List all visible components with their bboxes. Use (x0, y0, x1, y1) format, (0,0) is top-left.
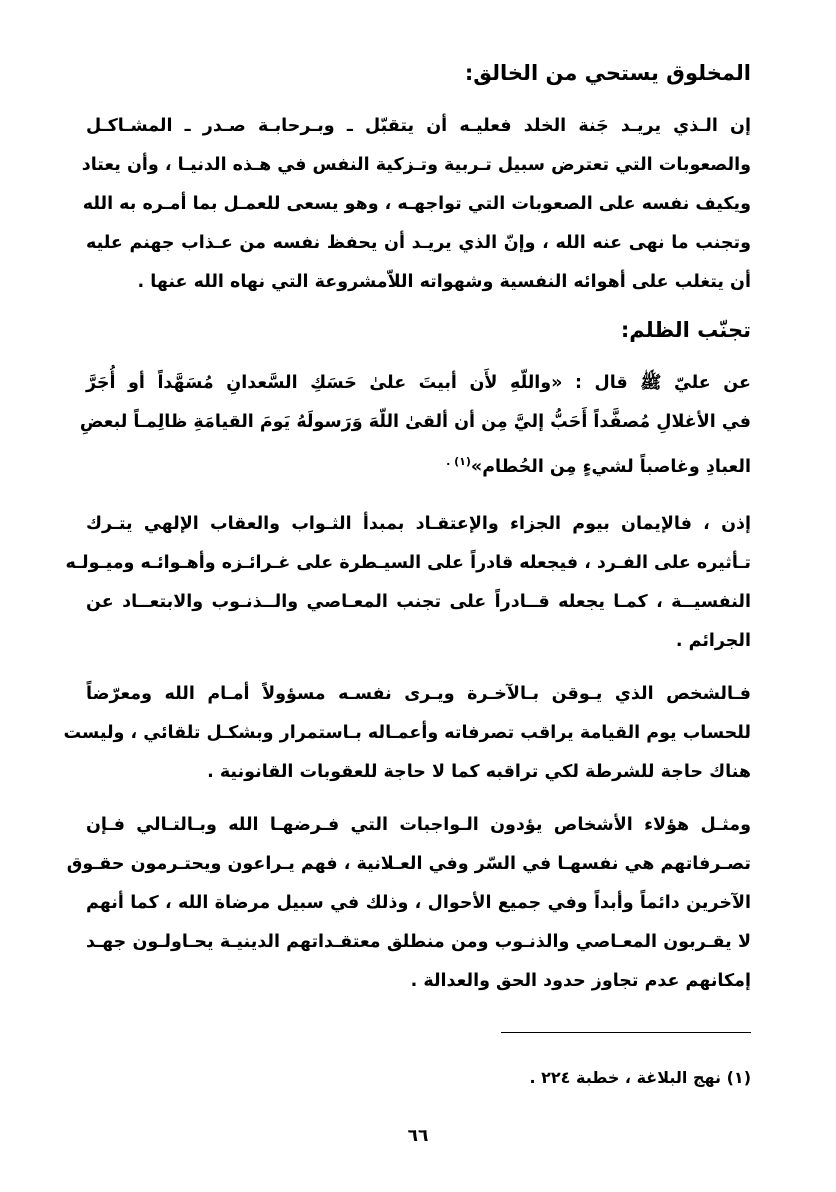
paragraph-paradise (81, 107, 751, 302)
page-number: ٦٦ (407, 1126, 429, 1146)
text-line: تصـرفاتهم هي نفسهـا في السّر وفي العـلانية ، فهم يـراعون ويحتـرمون حقـوق (66, 854, 751, 874)
text-line-with-footnote (86, 442, 751, 487)
section-heading-creature-shame: المخلوق يستحي من الخالق: (464, 61, 751, 85)
text-line: الجرائم . (675, 631, 751, 651)
paragraph-belief-judgment (65, 505, 751, 661)
section-heading-avoid-injustice: تجنّب الظلم: (620, 318, 751, 342)
quote-end: العبادِ وغاصباً لشيءٍ مِن الحُطام» (470, 456, 751, 477)
text-line: ويكيف نفسه على الصعوبات التي تواجهـه ، وهو يسعى للعمـل بما أمـره به الله (82, 194, 751, 214)
text-line: في الأغلالِ مُصفَّداً أَحَبُّ إليَّ مِن أن ألقىٰ اللّهَ وَرَسولَهُ يَومَ القيامَةِ ظالِمـاً لبعضِ (79, 412, 751, 432)
text-line: هناك حاجة للشرطة لكي تراقبه كما لا حاجة للعقوبات القانونية . (207, 762, 751, 782)
text-line: إن الـذي يريـد جَنة الخلد فعليـه أن يتقبّل ـ وبـرحابـة صـدر ـ المشـاكـل (86, 116, 751, 136)
text-line: الآخرين دائماً وأبداً وفي جميع الأحوال ، وذلك في سبيل مرضاة الله ، كما أنهم (86, 893, 751, 913)
text-line: عن عليّ ﷺ قال : «واللّهِ لأَن أبيتَ علىٰ حَسَكِ السَّعدانِ مُسَهَّداً أو أُجَرَّ (86, 373, 751, 393)
text-line: ومثـل هؤلاء الأشخاص يؤدون الـواجبات التي فـرضهـا الله وبـالتـالي فـإن (86, 815, 751, 835)
paragraph-hadith-quote (79, 364, 751, 487)
footnote-marker[interactable]: (١) . (446, 455, 471, 468)
paragraph-self-monitoring (63, 675, 751, 792)
text-line: إمكانهم عدم تجاوز حدود الحق والعدالة . (410, 971, 751, 991)
text-line: تـأثيره على الفـرد ، فيجعله قادراً على السيـطرة على غـرائـزه وأهـوائـه وميـولـه (65, 553, 751, 573)
text-line: النفسيــة ، كمـا يجعله قــادراً على تجنب المعـاصي والــذنـوب والابتعــاد عن (86, 592, 751, 612)
footnote: (١) نهج البلاغة ، خطبة ٢٢٤ . (529, 1068, 751, 1087)
text-line: فـالشخص الذي يـوقن بـالآخـرة ويـرى نفسـه مسؤولاً أمـام الله ومعرّضاً (86, 684, 751, 704)
footnote-divider (501, 1032, 751, 1033)
paragraph-duties (66, 806, 751, 1001)
text-line: للحساب يوم القيامة يراقب تصرفاته وأعمـاله بـاستمرار وبشكـل تلقائي ، وليست (63, 723, 751, 743)
text-line: لا يقـربون المعـاصي والذنـوب ومن منطلق معتقـداتهم الدينيـة يحـاولـون جهـد (86, 932, 751, 952)
text-line: وتجنب ما نهى عنه الله ، وإنّ الذي يريـد أن يحفظ نفسه من عـذاب جهنم عليه (86, 233, 751, 253)
text-line: أن يتغلب على أهوائه النفسية وشهواته اللاّمشروعة التي نهاه الله عنها . (137, 272, 751, 292)
text-line: والصعوبات التي تعترض سبيل تـربية وتـزكية النفس في هـذه الدنيـا ، وأن يعتاد (81, 155, 751, 175)
text-line: إذن ، فالإيمان بيوم الجزاء والإعتقـاد بمبدأ الثـواب والعقاب الإلهي يتـرك (86, 514, 751, 534)
